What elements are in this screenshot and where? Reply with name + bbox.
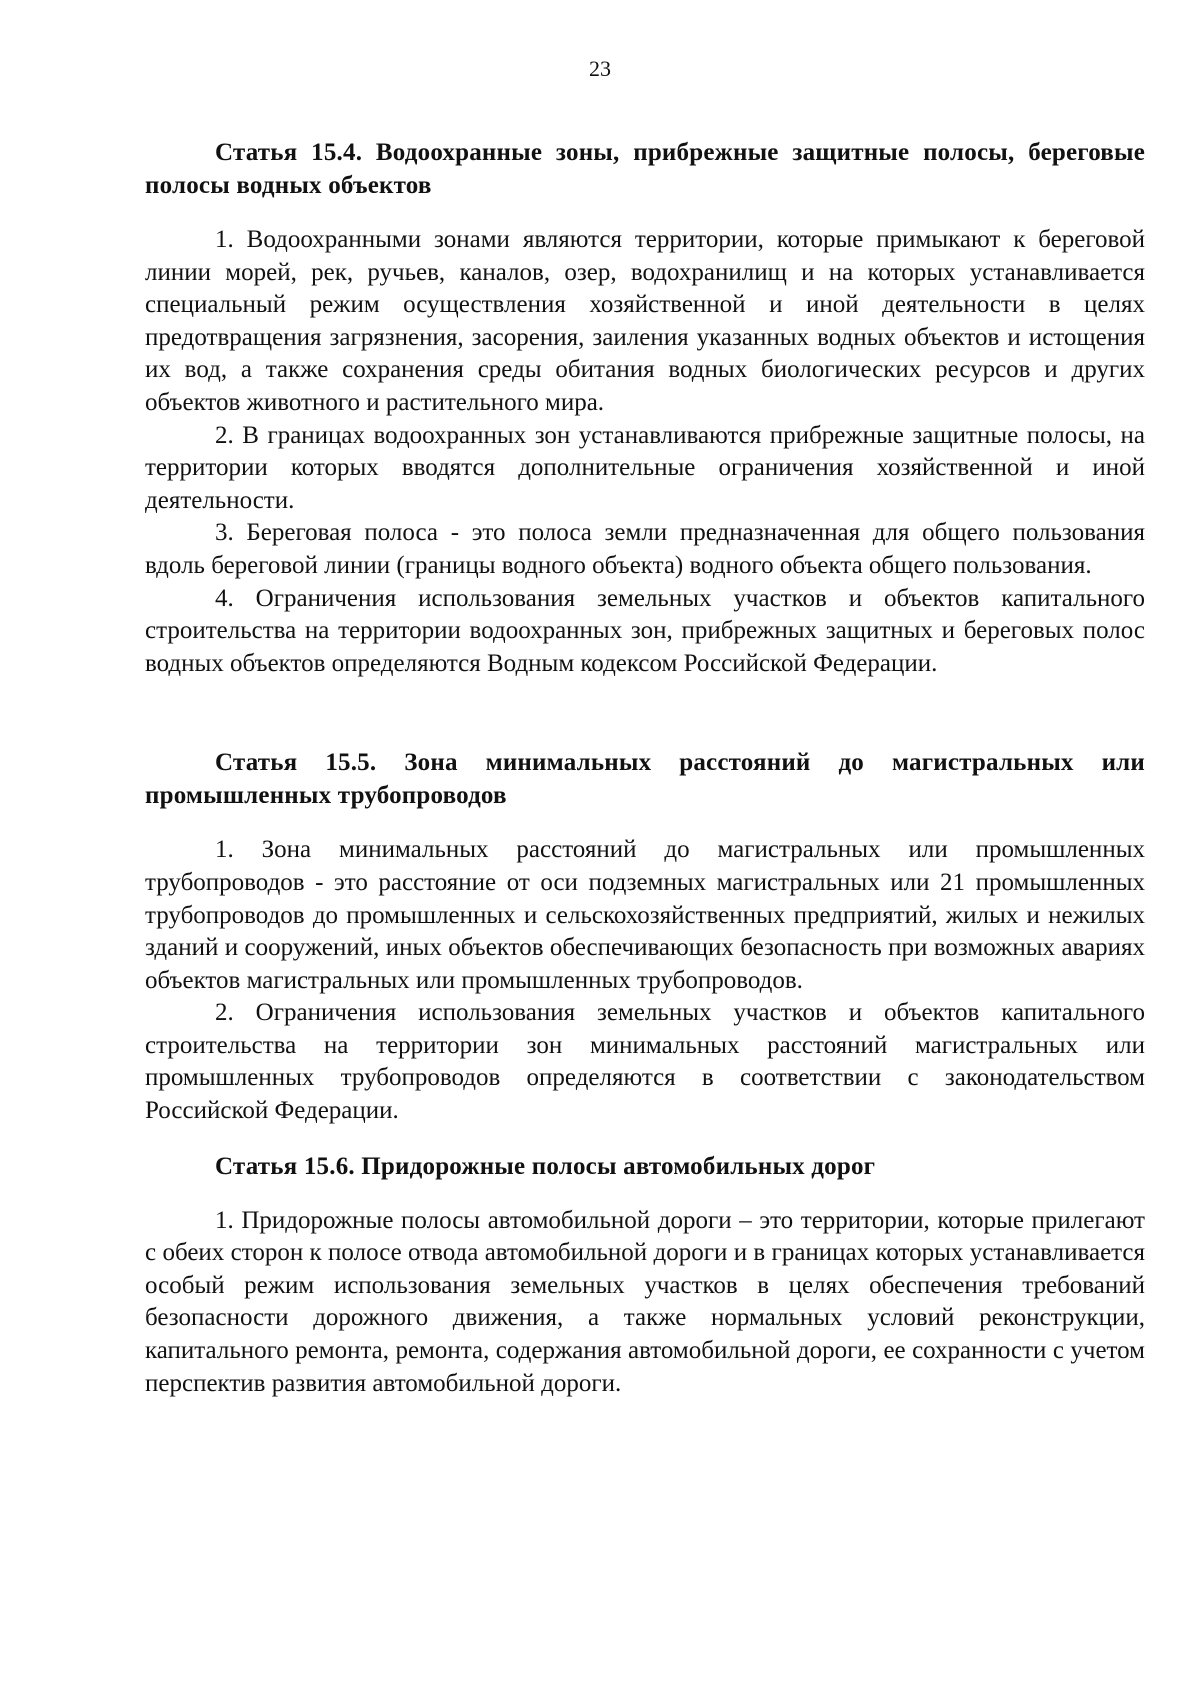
article-heading: Статья 15.4. Водоохранные зоны, прибрежные защитные полосы, береговые полосы водных объектов bbox=[145, 139, 1145, 199]
paragraph-list bbox=[145, 224, 1145, 680]
page-number: 23 bbox=[589, 56, 611, 81]
article-15-6 bbox=[145, 1150, 1145, 1401]
paragraph-list bbox=[145, 1205, 1145, 1401]
paragraph: 4. Ограничения использования земельных участков и объектов капитального строительства на территории водоохранных зон, прибрежных защитных и береговых полос водных объектов определяются Водным кодексом Российской Федерации. bbox=[145, 584, 1145, 677]
article-heading: Статья 15.5. Зона минимальных расстояний до магистральных или промышленных трубопроводов bbox=[145, 749, 1145, 810]
paragraph: 1. Придорожные полосы автомобильной дороги – это территории, которые прилегают с обеих сторон к полосе отвода автомобильной дороги и в границах которых устанавливается особый режим использования земельных участков в целях обеспечения требований безопасности дорожного движения, а также нормальных условий реконструкции, капитального ремонта, ремонта, содержания автомобильной дороги, ее сохранности с учетом перспектив развития автомобильной дороги. bbox=[145, 1206, 1145, 1397]
document-body bbox=[145, 136, 1145, 1400]
article-15-5 bbox=[145, 746, 1145, 1127]
article-heading: Статья 15.6. Придорожные полосы автомобильных дорог bbox=[215, 1152, 876, 1180]
paragraph: 3. Береговая полоса - это полоса земли предназначенная для общего пользования вдоль береговой линии (границы водного объекта) водного объекта общего пользования. bbox=[145, 519, 1145, 579]
article-15-4 bbox=[145, 136, 1145, 680]
paragraph-list bbox=[145, 834, 1145, 1127]
paragraph: 2. Ограничения использования земельных участков и объектов капитального строительства на территории зон минимальных расстояний магистральных или промышленных трубопроводов определяются в соответствии с законодательством Российской Федерации. bbox=[145, 999, 1145, 1125]
paragraph: 1. Зона минимальных расстояний до магистральных или промышленных трубопроводов - это расстояние от оси подземных магистральных или 21 промышленных трубопроводов до промышленных и сельскохозяйственных предприятий, жилых и нежилых зданий и сооружений, иных объектов обеспечивающих безопасность при возможных авариях объектов магистральных или промышленных трубопроводов. bbox=[145, 836, 1145, 994]
paragraph: 1. Водоохранными зонами являются территории, которые примыкают к береговой линии морей, рек, ручьев, каналов, озер, водохранилищ и на которых устанавливается специальный режим осуществления хозяйственной и иной деятельности в целях предотвращения загрязнения, засорения, заиления указанных водных объектов и истощения их вод, а также сохранения среды обитания водных биологических ресурсов и других объектов животного и растительного мира. bbox=[145, 226, 1145, 416]
paragraph: 2. В границах водоохранных зон устанавливаются прибрежные защитные полосы, на территории которых вводятся дополнительные ограничения хозяйственной и иной деятельности. bbox=[145, 421, 1145, 514]
